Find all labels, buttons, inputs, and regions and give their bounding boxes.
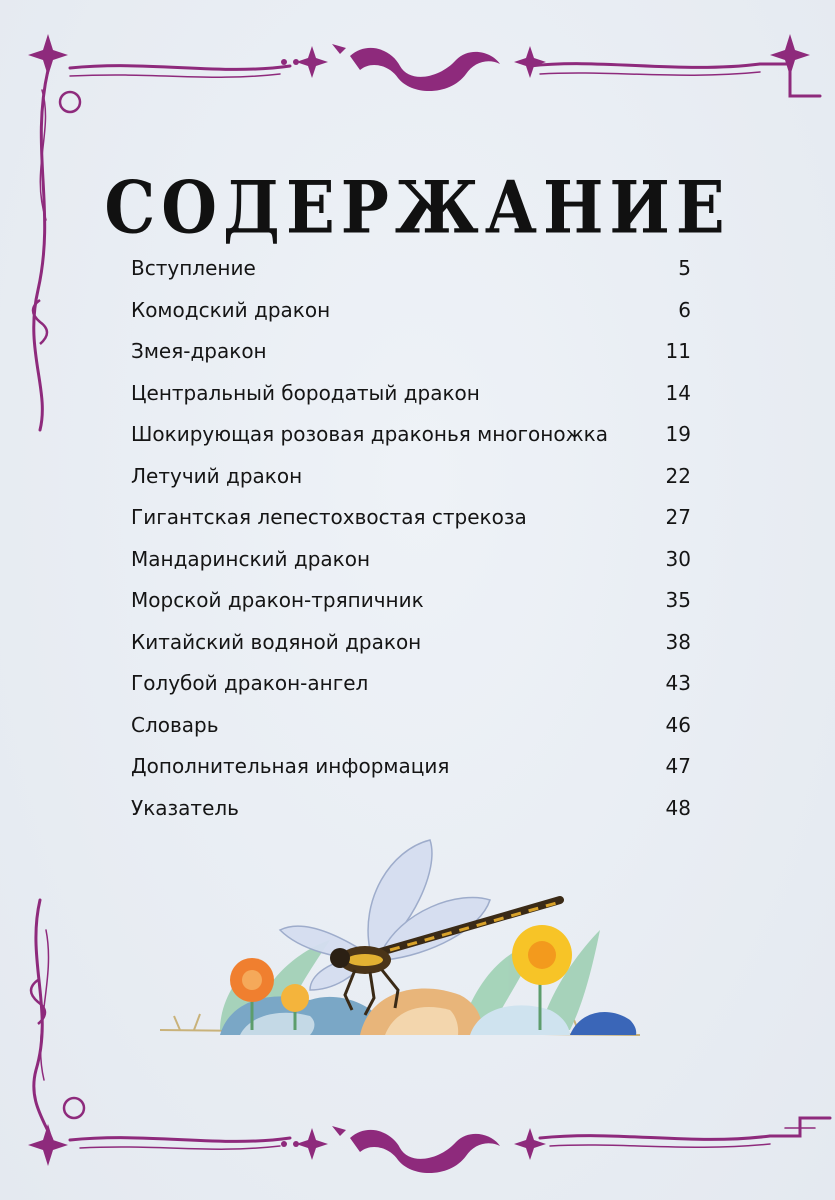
toc-entry-page: 30 bbox=[665, 546, 691, 571]
toc-entry-page: 43 bbox=[665, 671, 691, 695]
toc-entry-title: Комодский дракон bbox=[131, 297, 331, 322]
toc-entry[interactable] bbox=[131, 335, 691, 377]
toc-entry[interactable] bbox=[131, 460, 691, 502]
toc-entry-title: Шокирующая розовая драконья многоножка bbox=[131, 422, 608, 446]
toc-entry-page: 46 bbox=[665, 712, 691, 737]
toc-entry-title: Центральный бородатый дракон bbox=[131, 380, 480, 405]
table-of-contents bbox=[131, 252, 691, 833]
toc-entry-title: Словарь bbox=[131, 712, 219, 737]
toc-entry-title: Указатель bbox=[131, 795, 239, 820]
toc-entry[interactable] bbox=[131, 294, 691, 336]
toc-entry-title: Голубой дракон-ангел bbox=[131, 671, 369, 695]
toc-entry[interactable] bbox=[131, 667, 691, 709]
toc-entry[interactable] bbox=[131, 792, 691, 834]
toc-entry-page: 35 bbox=[665, 588, 691, 612]
toc-entry[interactable] bbox=[131, 626, 691, 668]
dragonfly-illustration bbox=[160, 830, 660, 1070]
toc-entry[interactable] bbox=[131, 584, 691, 626]
toc-entry[interactable] bbox=[131, 252, 691, 294]
toc-entry[interactable] bbox=[131, 709, 691, 751]
toc-entry[interactable] bbox=[131, 377, 691, 419]
toc-entry-title: Летучий дракон bbox=[131, 463, 303, 488]
page-title: СОДЕРЖАНИЕ bbox=[104, 166, 731, 251]
toc-entry[interactable] bbox=[131, 501, 691, 543]
toc-entry[interactable] bbox=[131, 750, 691, 792]
toc-entry[interactable] bbox=[131, 418, 691, 460]
toc-entry-title: Дополнительная информация bbox=[131, 754, 450, 778]
toc-entry-page: 11 bbox=[665, 339, 691, 363]
toc-entry-page: 27 bbox=[665, 505, 691, 529]
toc-entry-page: 5 bbox=[678, 256, 691, 280]
toc-entry-page: 14 bbox=[665, 380, 691, 405]
toc-entry-title: Мандаринский дракон bbox=[131, 546, 371, 571]
toc-entry-title: Морской дракон-тряпичник bbox=[131, 588, 424, 612]
toc-entry-page: 48 bbox=[665, 795, 691, 820]
toc-entry-page: 22 bbox=[665, 463, 691, 488]
toc-entry[interactable] bbox=[131, 543, 691, 585]
toc-entry-title: Китайский водяной дракон bbox=[131, 629, 422, 654]
toc-entry-page: 6 bbox=[678, 297, 691, 322]
toc-entry-page: 38 bbox=[665, 629, 691, 654]
toc-entry-title: Змея-дракон bbox=[131, 339, 267, 363]
toc-entry-page: 47 bbox=[665, 754, 691, 778]
toc-entry-title: Гигантская лепестохвостая стрекоза bbox=[131, 505, 527, 529]
toc-entry-title: Вступление bbox=[131, 256, 256, 280]
toc-entry-page: 19 bbox=[665, 422, 691, 446]
